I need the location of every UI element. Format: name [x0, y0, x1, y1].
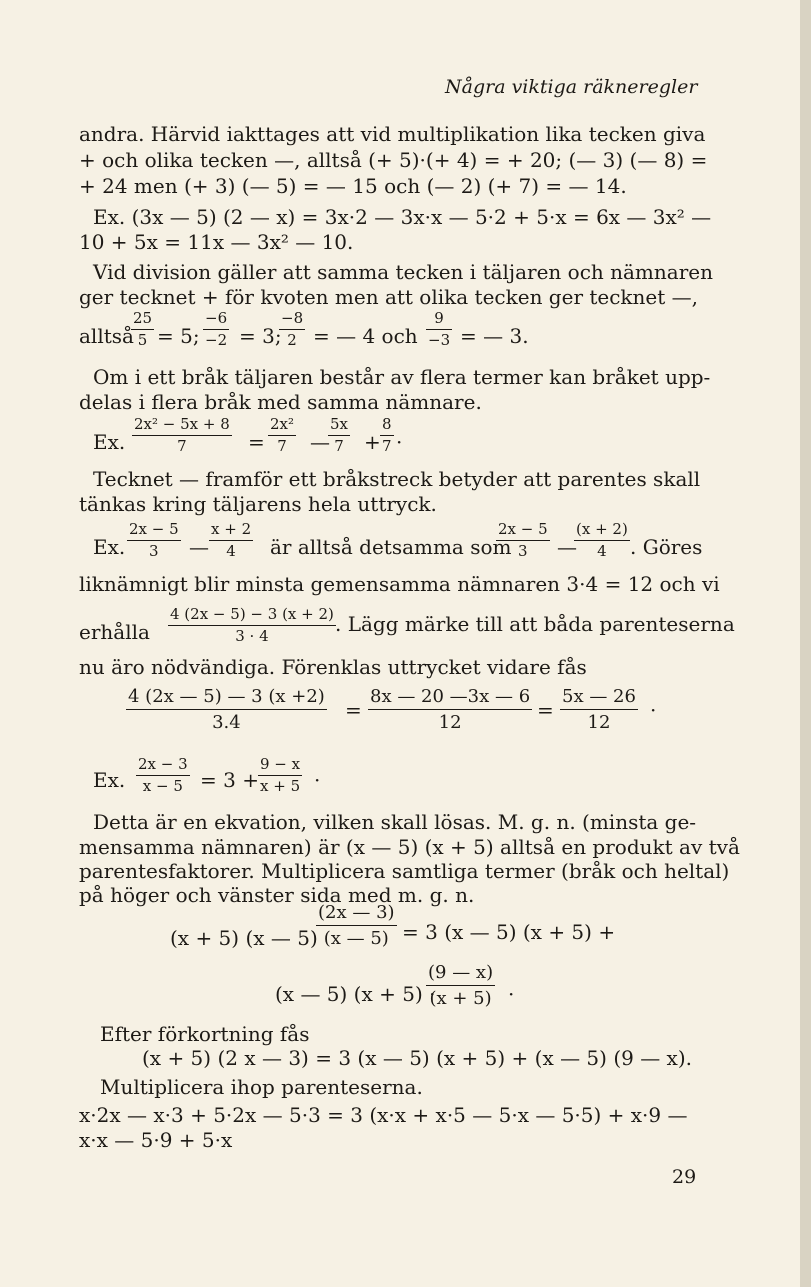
text-line: Tecknet — framför ett bråkstreck betyder att parentes skall: [93, 467, 701, 491]
page-edge: [800, 0, 811, 1287]
text-line: nu äro nödvändiga. Förenklas uttrycket vidare fås: [79, 655, 587, 679]
text-segment: = — 4 och: [313, 324, 418, 348]
text-segment: —: [189, 535, 209, 559]
text-segment: . Göres: [630, 535, 703, 559]
text-line: x·2x — x·3 + 5·2x — 5·3 = 3 (x·x + x·5 — 5·x — 5·5) + x·9 —: [79, 1103, 688, 1127]
fraction: 2x² − 5x + 8 7: [134, 415, 230, 455]
text-segment: = 5;: [157, 324, 200, 348]
text-segment: ·: [396, 430, 403, 454]
text-segment: = 3;: [239, 324, 282, 348]
text-line: Om i ett bråk täljaren består av flera termer kan bråket upp-: [93, 365, 711, 389]
text-line: 10 + 5x = 11x — 3x² — 10.: [79, 230, 354, 254]
fraction: 4 (2x — 5) — 3 (x +2) 3.4: [128, 686, 325, 733]
text-segment: erhålla: [79, 620, 150, 644]
fraction: x + 2 4: [211, 520, 252, 560]
text-line: tänkas kring täljarens hela uttryck.: [79, 492, 437, 516]
text-segment: —: [557, 535, 577, 559]
fraction: 5x 7: [330, 415, 349, 455]
text-line: + 24 men (+ 3) (— 5) = — 15 och (— 2) (+ 7) = — 14.: [79, 174, 627, 198]
text-line: parentesfaktorer. Multiplicera samtliga termer (bråk och heltal): [79, 859, 730, 883]
text-segment: ·: [314, 768, 321, 792]
text-line: på höger och vänster sida med m. g. n.: [79, 883, 475, 907]
text-line: alltså: [79, 324, 134, 348]
text-line: Ex. (3x — 5) (2 — x) = 3x·2 — 3x·x — 5·2 + 5·x = 6x — 3x² —: [93, 205, 712, 229]
running-title: Några viktiga räkneregler: [445, 76, 698, 98]
text-line: liknämnigt blir minsta gemensamma nämnaren 3·4 = 12 och vi: [79, 572, 720, 596]
text-line: mensamma nämnaren) är (x — 5) (x + 5) alltså en produkt av två: [79, 835, 740, 859]
text-segment: +: [364, 430, 381, 454]
fraction: 9 −3: [428, 309, 451, 349]
text-line: Efter förkortning fås: [100, 1022, 310, 1046]
fraction: 2x² 7: [270, 415, 295, 455]
text-segment: = 3 (x — 5) (x + 5) +: [402, 920, 616, 944]
fraction: (9 — x) (x + 5): [428, 962, 494, 1009]
text-segment: = 3 +: [200, 768, 259, 792]
text-segment: Ex.: [93, 768, 126, 792]
text-line: x·x — 5·9 + 5·x: [79, 1128, 233, 1152]
fraction: 25 5: [133, 309, 153, 349]
fraction: 2x − 5 3: [498, 520, 548, 560]
text-segment: (x — 5) (x + 5) ·: [275, 982, 436, 1006]
fraction: 8 7: [382, 415, 392, 455]
text-segment: = — 3.: [460, 324, 529, 348]
fraction: −6 −2: [205, 309, 228, 349]
text-line: delas i flera bråk med samma nämnare.: [79, 390, 482, 414]
text-segment: är alltså detsamma som: [270, 535, 512, 559]
text-segment: ·: [650, 698, 657, 722]
text-line: ger tecknet + för kvoten men att olika tecken ger tecknet —,: [79, 285, 699, 309]
fraction: 4 (2x − 5) − 3 (x + 2) 3 · 4: [170, 605, 334, 645]
text-segment: =: [537, 698, 554, 722]
fraction: 8x — 20 —3x — 6 12: [370, 686, 531, 733]
text-segment: ·: [508, 982, 515, 1006]
fraction: 9 − x x + 5: [260, 755, 301, 795]
text-line: andra. Härvid iakttages att vid multiplikation lika tecken giva: [79, 122, 706, 146]
text-segment: (x + 5) (x — 5): [170, 926, 318, 950]
text-segment: . Lägg märke till att båda parenteserna: [335, 612, 735, 636]
page-number: 29: [672, 1166, 697, 1188]
fraction: 2x − 3 x − 5: [138, 755, 188, 795]
fraction: 5x — 26 12: [562, 686, 636, 733]
text-segment: —: [310, 430, 330, 454]
fraction: (2x — 3) (x — 5): [318, 902, 395, 949]
text-segment: Ex.: [93, 430, 126, 454]
text-line: + och olika tecken —, alltså (+ 5)·(+ 4) = + 20; (— 3) (— 8) =: [79, 148, 708, 172]
text-line: Multiplicera ihop parenteserna.: [100, 1075, 423, 1099]
text-line: (x + 5) (2 x — 3) = 3 (x — 5) (x + 5) + (x — 5) (9 — x).: [142, 1046, 692, 1070]
text-segment: =: [345, 698, 362, 722]
text-segment: =: [248, 430, 265, 454]
fraction: 2x − 5 3: [129, 520, 179, 560]
fraction: −8 2: [281, 309, 304, 349]
text-line: Vid division gäller att samma tecken i täljaren och nämnaren: [93, 260, 713, 284]
text-line: Detta är en ekvation, vilken skall lösas. M. g. n. (minsta ge-: [93, 810, 697, 834]
text-segment: Ex.: [93, 535, 126, 559]
fraction: (x + 2) 4: [576, 520, 628, 560]
